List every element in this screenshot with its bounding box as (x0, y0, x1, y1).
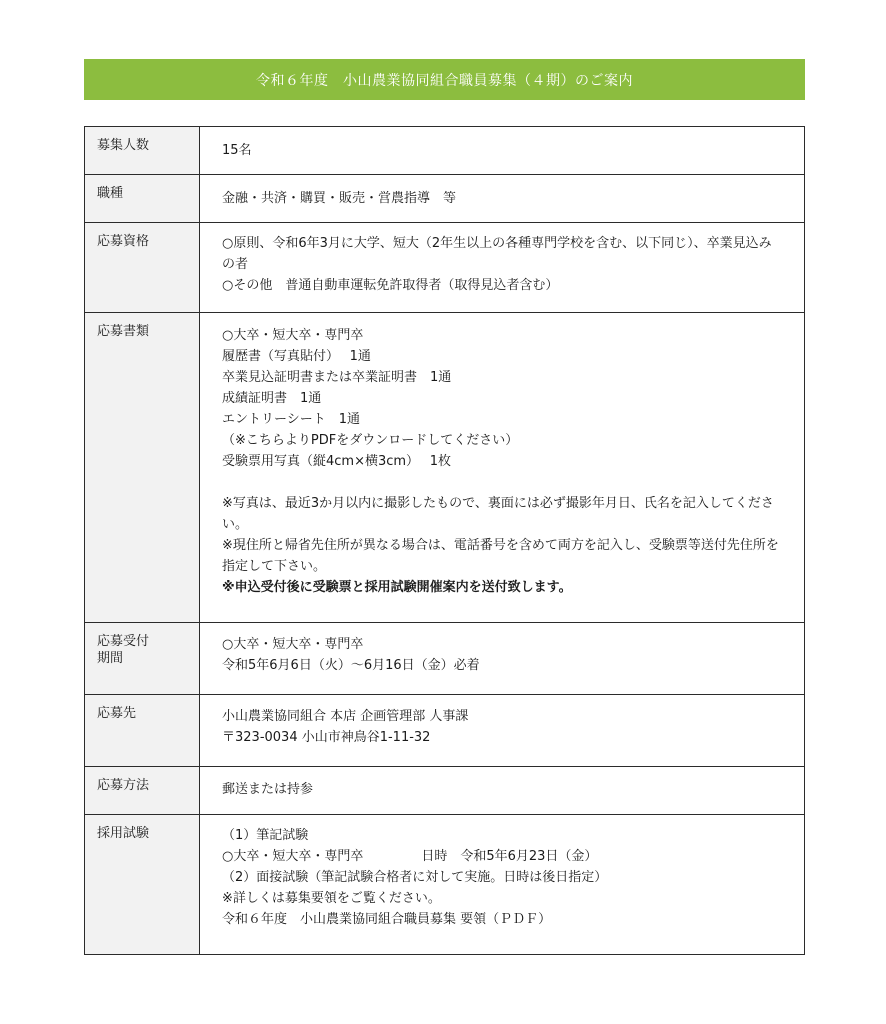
table-row (85, 815, 805, 955)
value-line: 〒323-0034 小山市神鳥谷1-11-32 (222, 730, 431, 745)
value-line: （2）面接試験（筆記試験合格者に対して実施。日時は後日指定） (222, 870, 608, 885)
table-row (85, 223, 805, 313)
row-value-job-type (200, 175, 805, 223)
value-line: 金融・共済・購買・販売・営農指導 等 (222, 191, 457, 206)
row-label-job-type: 職種 (85, 175, 200, 223)
value-line: 小山農業協同組合 本店 企画管理部 人事課 (222, 709, 469, 724)
value-line (222, 846, 782, 867)
recruitment-info-table (84, 126, 805, 955)
row-label-headcount: 募集人数 (85, 127, 200, 175)
exam-datetime: 日時 令和5年6月23日（金） (421, 849, 598, 864)
value-line: ※写真は、最近3か月以内に撮影したもので、裏面には必ず撮影年月日、氏名を記入してください。 (222, 496, 774, 532)
row-value-exam (200, 815, 805, 955)
value-line: ○原則、令和6年3月に大学、短大（2年生以上の各種専門学校を含む、以下同じ）、卒業見込みの者 (222, 236, 772, 272)
value-line: 卒業見込証明書または卒業証明書 1通 (222, 370, 452, 385)
row-value-headcount (200, 127, 805, 175)
value-line: エントリーシート 1通 (222, 412, 361, 427)
row-value-method (200, 767, 805, 815)
row-label-destination: 応募先 (85, 695, 200, 767)
table-row (85, 623, 805, 695)
value-line: ※申込受付後に受験票と採用試験開催案内を送付致します。 (222, 580, 572, 595)
row-value-destination (200, 695, 805, 767)
value-line: 成績証明書 1通 (222, 391, 322, 406)
table-row (85, 313, 805, 623)
table-row (85, 695, 805, 767)
row-label-documents: 応募書類 (85, 313, 200, 623)
page-title: 令和６年度 小山農業協同組合職員募集（４期）のご案内 (256, 72, 633, 89)
value-line: （1）筆記試験 (222, 828, 309, 843)
label-line: 期間 (97, 651, 124, 666)
value-line: 受験票用写真（縦4cm×横3cm） 1枚 (222, 454, 451, 469)
row-label-exam: 採用試験 (85, 815, 200, 955)
value-line: 履歴書（写真貼付） 1通 (222, 349, 371, 364)
value-line: ○大卒・短大卒・専門卒 (222, 328, 364, 343)
table-row (85, 127, 805, 175)
value-line: 郵送または持参 (222, 782, 314, 797)
value-line: （※こちらよりPDFをダウンロードしてください） (222, 433, 519, 448)
exam-guide-pdf-link[interactable]: 令和６年度 小山農業協同組合職員募集 要領（ＰＤＦ） (222, 912, 552, 927)
value-line: 15名 (222, 143, 252, 158)
row-value-qualification (200, 223, 805, 313)
row-label-application-period (85, 623, 200, 695)
table-row (85, 175, 805, 223)
row-value-documents (200, 313, 805, 623)
value-line: ○その他 普通自動車運転免許取得者（取得見込者含む） (222, 278, 559, 293)
row-value-application-period (200, 623, 805, 695)
exam-target: ○大卒・短大卒・専門卒 (222, 849, 364, 864)
spacer (222, 472, 782, 493)
page-title-banner (84, 59, 805, 100)
row-label-qualification: 応募資格 (85, 223, 200, 313)
label-line: 応募受付 (97, 634, 150, 649)
row-label-method: 応募方法 (85, 767, 200, 815)
value-line: ※詳しくは募集要領をご覧ください。 (222, 891, 441, 906)
value-line: ○大卒・短大卒・専門卒 (222, 637, 364, 652)
value-line: 令和5年6月6日（火）～6月16日（金）必着 (222, 658, 480, 673)
value-line: ※現住所と帰省先住所が異なる場合は、電話番号を含めて両方を記入し、受験票等送付先住所を指定して下さい。 (222, 538, 779, 574)
table-row (85, 767, 805, 815)
